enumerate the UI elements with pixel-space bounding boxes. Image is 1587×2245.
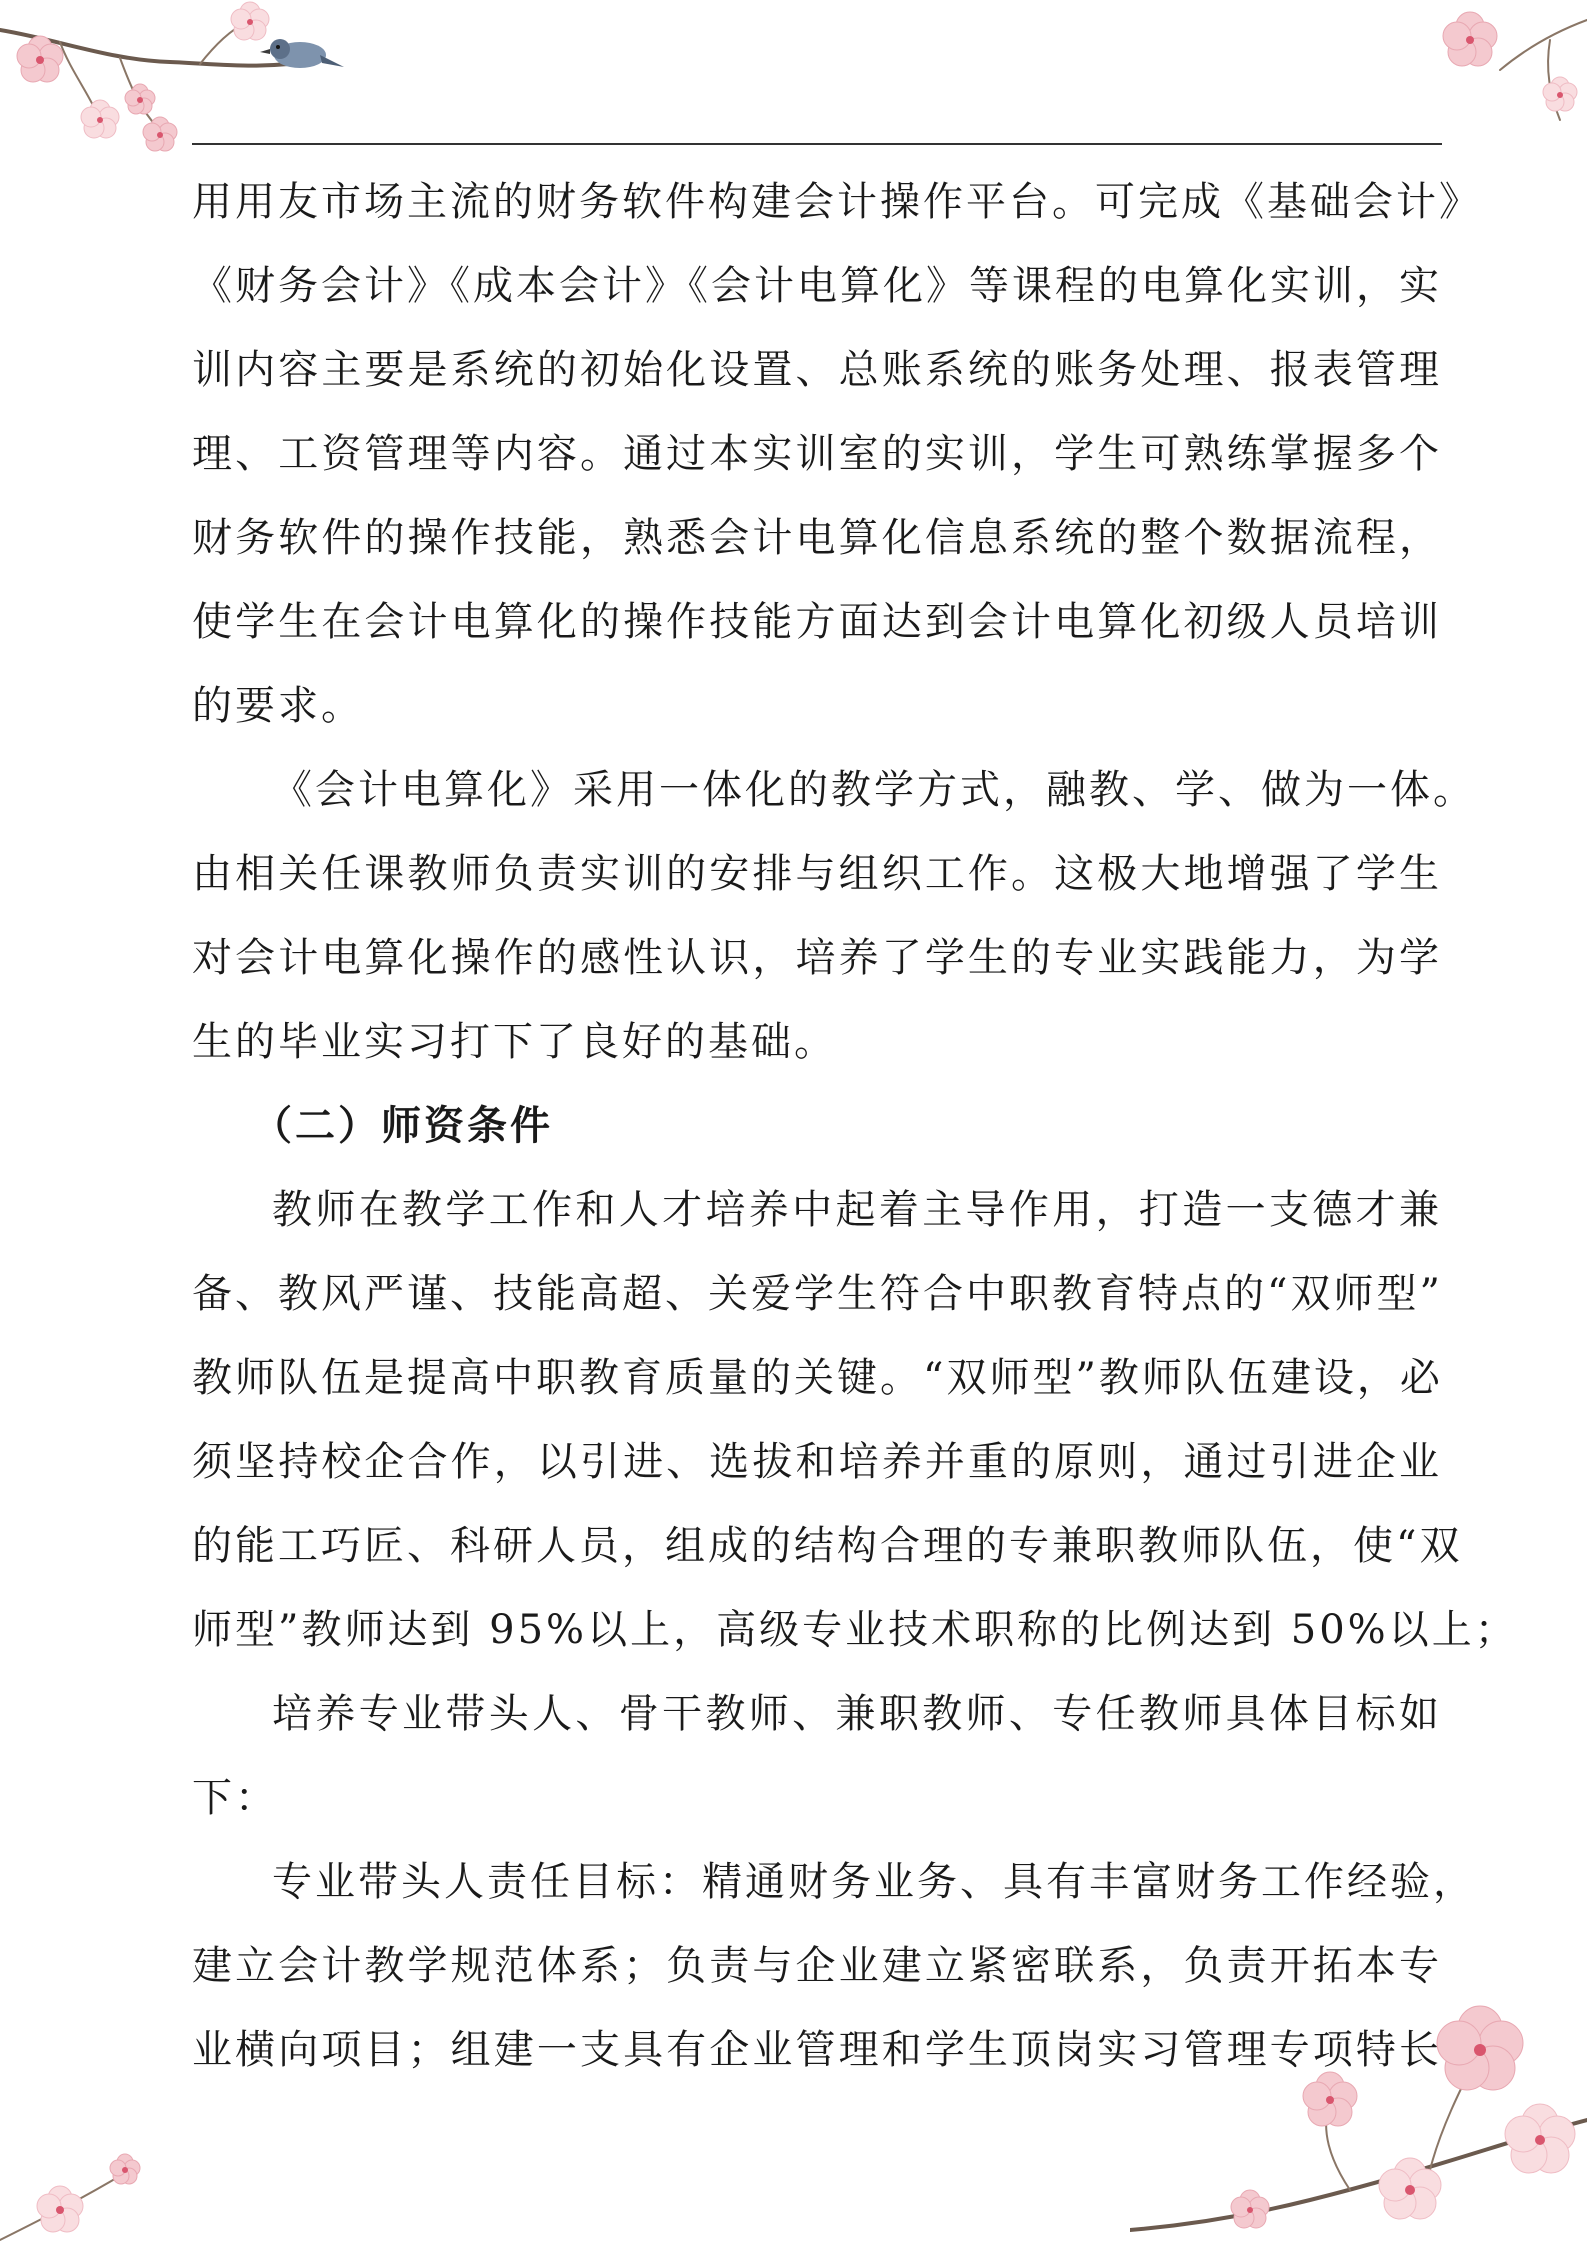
paragraph-first-line: 《会计电算化》采用一体化的教学方式，融教、学、做为一体。	[272, 767, 1476, 813]
body-line: 业横向项目；组建一支具有企业管理和学生顶岗实习管理专项特长	[192, 2027, 1442, 2073]
body-line: 备、教风严谨、技能高超、关爱学生符合中职教育特点的“双师型”	[192, 1271, 1443, 1317]
document-body	[192, 160, 1518, 2092]
body-line: 对会计电算化操作的感性认识，培养了学生的专业实践能力，为学	[192, 935, 1442, 981]
cherry-blossom-cluster-icon	[1410, 0, 1587, 130]
paragraph-first-line: 培养专业带头人、骨干教师、兼职教师、专任教师具体目标如	[272, 1691, 1442, 1737]
body-line: 的能工巧匠、科研人员，组成的结构合理的专兼职教师队伍，使“双	[192, 1523, 1463, 1569]
body-line: 教师队伍是提高中职教育质量的关键。“双师型”教师队伍建设，必	[192, 1355, 1443, 1401]
body-line: 财务软件的操作技能，熟悉会计电算化信息系统的整个数据流程，	[192, 515, 1442, 561]
body-line: 生的毕业实习打下了良好的基础。	[192, 1019, 837, 1065]
header-rule	[192, 143, 1442, 145]
section-heading: （二）师资条件	[252, 1102, 553, 1149]
body-line: 下：	[192, 1775, 278, 1821]
body-line: 《财务会计》《成本会计》《会计电算化》等课程的电算化实训，实	[192, 263, 1442, 309]
cherry-blossom-cluster-icon	[0, 2130, 200, 2245]
body-line: 须坚持校企合作，以引进、选拔和培养并重的原则，通过引进企业	[192, 1439, 1442, 1485]
body-line: 师型”教师达到 95%以上，高级专业技术职称的比例达到 50%以上；	[192, 1607, 1518, 1653]
paragraph-first-line: 专业带头人责任目标：精通财务业务、具有丰富财务工作经验，	[272, 1859, 1476, 1905]
paragraph-first-line: 教师在教学工作和人才培养中起着主导作用，打造一支德才兼	[272, 1187, 1442, 1233]
body-line: 使学生在会计电算化的操作技能方面达到会计电算化初级人员培训	[192, 599, 1442, 645]
body-line: 用用友市场主流的财务软件构建会计操作平台。可完成《基础会计》	[192, 179, 1482, 225]
body-line: 建立会计教学规范体系；负责与企业建立紧密联系，负责开拓本专	[192, 1943, 1442, 1989]
body-line: 训内容主要是系统的初始化设置、总账系统的账务处理、报表管理	[192, 347, 1442, 393]
body-line: 理、工资管理等内容。通过本实训室的实训，学生可熟练掌握多个	[192, 431, 1442, 477]
body-line: 的要求。	[192, 683, 364, 729]
body-line: 由相关任课教师负责实训的安排与组织工作。这极大地增强了学生	[192, 851, 1442, 897]
